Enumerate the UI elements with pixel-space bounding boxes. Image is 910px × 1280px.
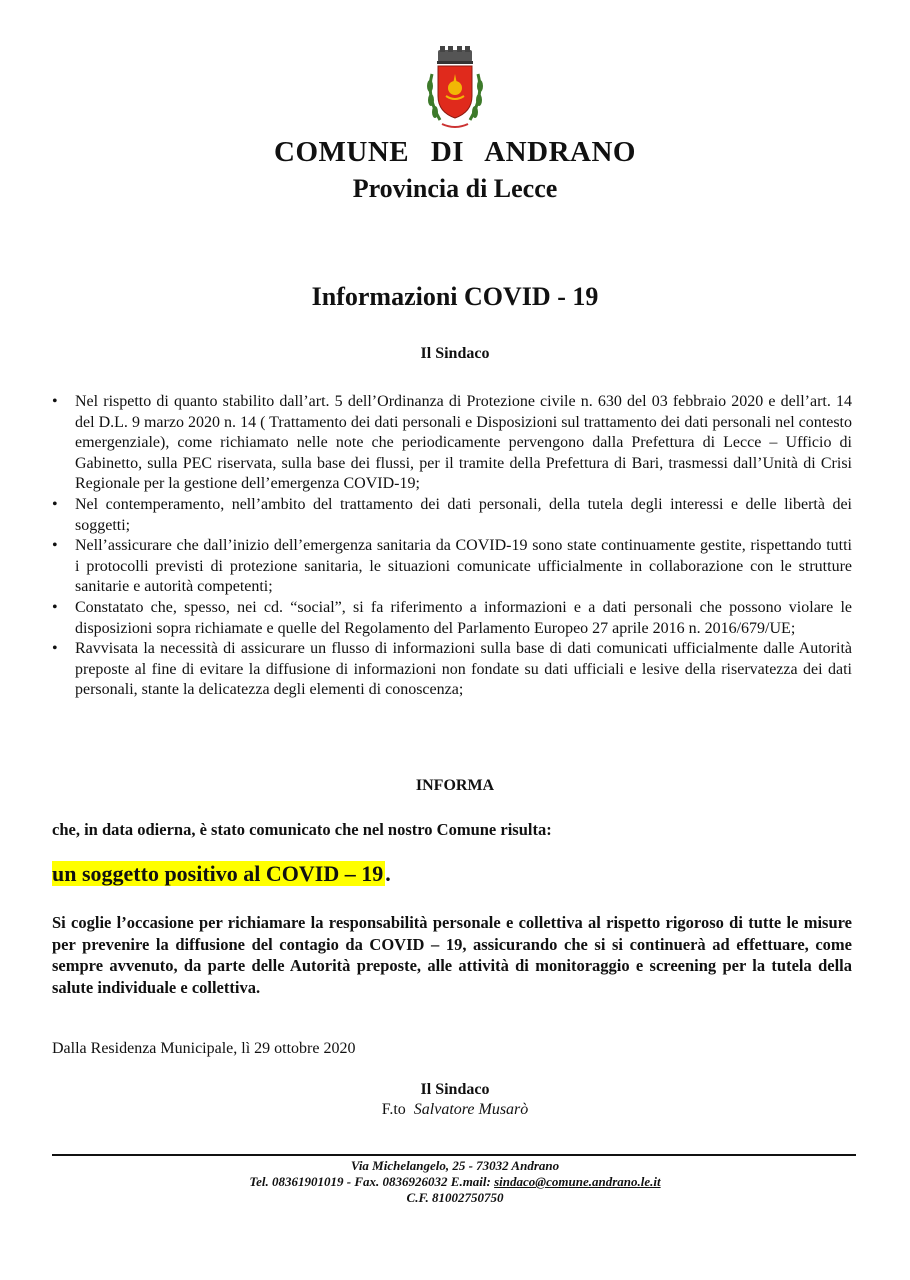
footer-tax-code: C.F. 81002750750 [406,1190,504,1205]
signatory-name: Salvatore Musarò [413,1101,529,1118]
place-date: Dalla Residenza Municipale, lì 29 ottobre 2020 [52,1040,356,1057]
province-name: Provincia di Lecce [352,174,558,203]
premise-item: • Constatato che, spesso, nei cd. “social”, si fa riferimento a informazioni e a dati personali che possono violare le disposizioni sopra richiamate e quelle del Regolamento del Parlamento Europeo 27 aprile 2016 n. 2016/679/UE; [52,598,852,639]
premise-item: • Nel rispetto di quanto stabilito dall’art. 5 dell’Ordinanza di Protezione civile n. 630 del 03 febbraio 2020 e dell’art. 14 del D.L. 9 marzo 2020 n. 14 ( Trattamento dei dati personali e Disposizioni sul trattamento dei dati personali nel contesto emergenziale), come richiamato nelle note che periodicamente pervengono dalla Prefettura di Lecce – Ufficio di Gabinetto, sulla PEC riservata, sulla base dei flussi, per il tramite della Prefettura di Bari, trasmessi dall’Unità di Crisi Regionale per la gestione dell’emergenza COVID-19; [52,392,852,495]
footer-address: Via Michelangelo, 25 - 73032 Andrano [350,1158,560,1173]
premise-item: • Nell’assicurare che dall’inizio dell’emergenza sanitaria da COVID-19 sono state continuamente gestite, rispettando tutti i protocolli previsti di protezione sanitaria, le situazioni comunicate ufficialmente in collaborazione con le strutture sanitarie e autorità competenti; [52,536,852,598]
footer-contacts [0,1174,910,1190]
premises-list [52,392,852,701]
footer-phone-fax: Tel. 08361901019 - Fax. 0836926032 E.mail: [249,1174,491,1189]
municipality-name: COMUNE DI ANDRANO [274,136,636,168]
lead-sentence: che, in data odierna, è stato comunicato che nel nostro Comune risulta: [52,820,552,839]
positive-case-notice [52,861,391,887]
email-link[interactable]: sindaco@comune.andrano.le.it [494,1174,661,1189]
footer-divider [52,1154,856,1156]
issuer-heading: Il Sindaco [420,345,490,362]
closing-paragraph: Si coglie l’occasione per richiamare la responsabilità personale e collettiva al rispetto rigoroso di tutte le misure per prevenire la diffusione del contagio da COVID – 19, assicurando che si si continuerà ad effettuare, come sempre avvenuto, da parte delle Autorità preposte, alle attività di monitoraggio e screening per la tutela della salute individuale e collettiva. [52,913,852,997]
document-title: Informazioni COVID - 19 [311,282,599,311]
informa-heading: INFORMA [415,777,495,794]
municipal-crest [418,44,492,136]
highlight-tail: . [385,861,391,886]
signature-title: Il Sindaco [420,1081,490,1098]
footer [0,1158,910,1206]
signature-prefix: F.to [381,1101,406,1118]
highlighted-text: un soggetto positivo al COVID – 19 [52,861,384,886]
signature-line [0,1101,910,1119]
premise-item: • Ravvisata la necessità di assicurare un flusso di informazioni sulla base di dati comunicati ufficialmente dalle Autorità preposte al fine di evitare la diffusione di informazioni non fondate su dati ufficiali e lesive della riservatezza dei dati personali, stante la delicatezza degli elementi di conoscenza; [52,639,852,701]
premise-item: • Nel contemperamento, nell’ambito del trattamento dei dati personali, della tutela degli interessi e delle libertà dei soggetti; [52,495,852,536]
